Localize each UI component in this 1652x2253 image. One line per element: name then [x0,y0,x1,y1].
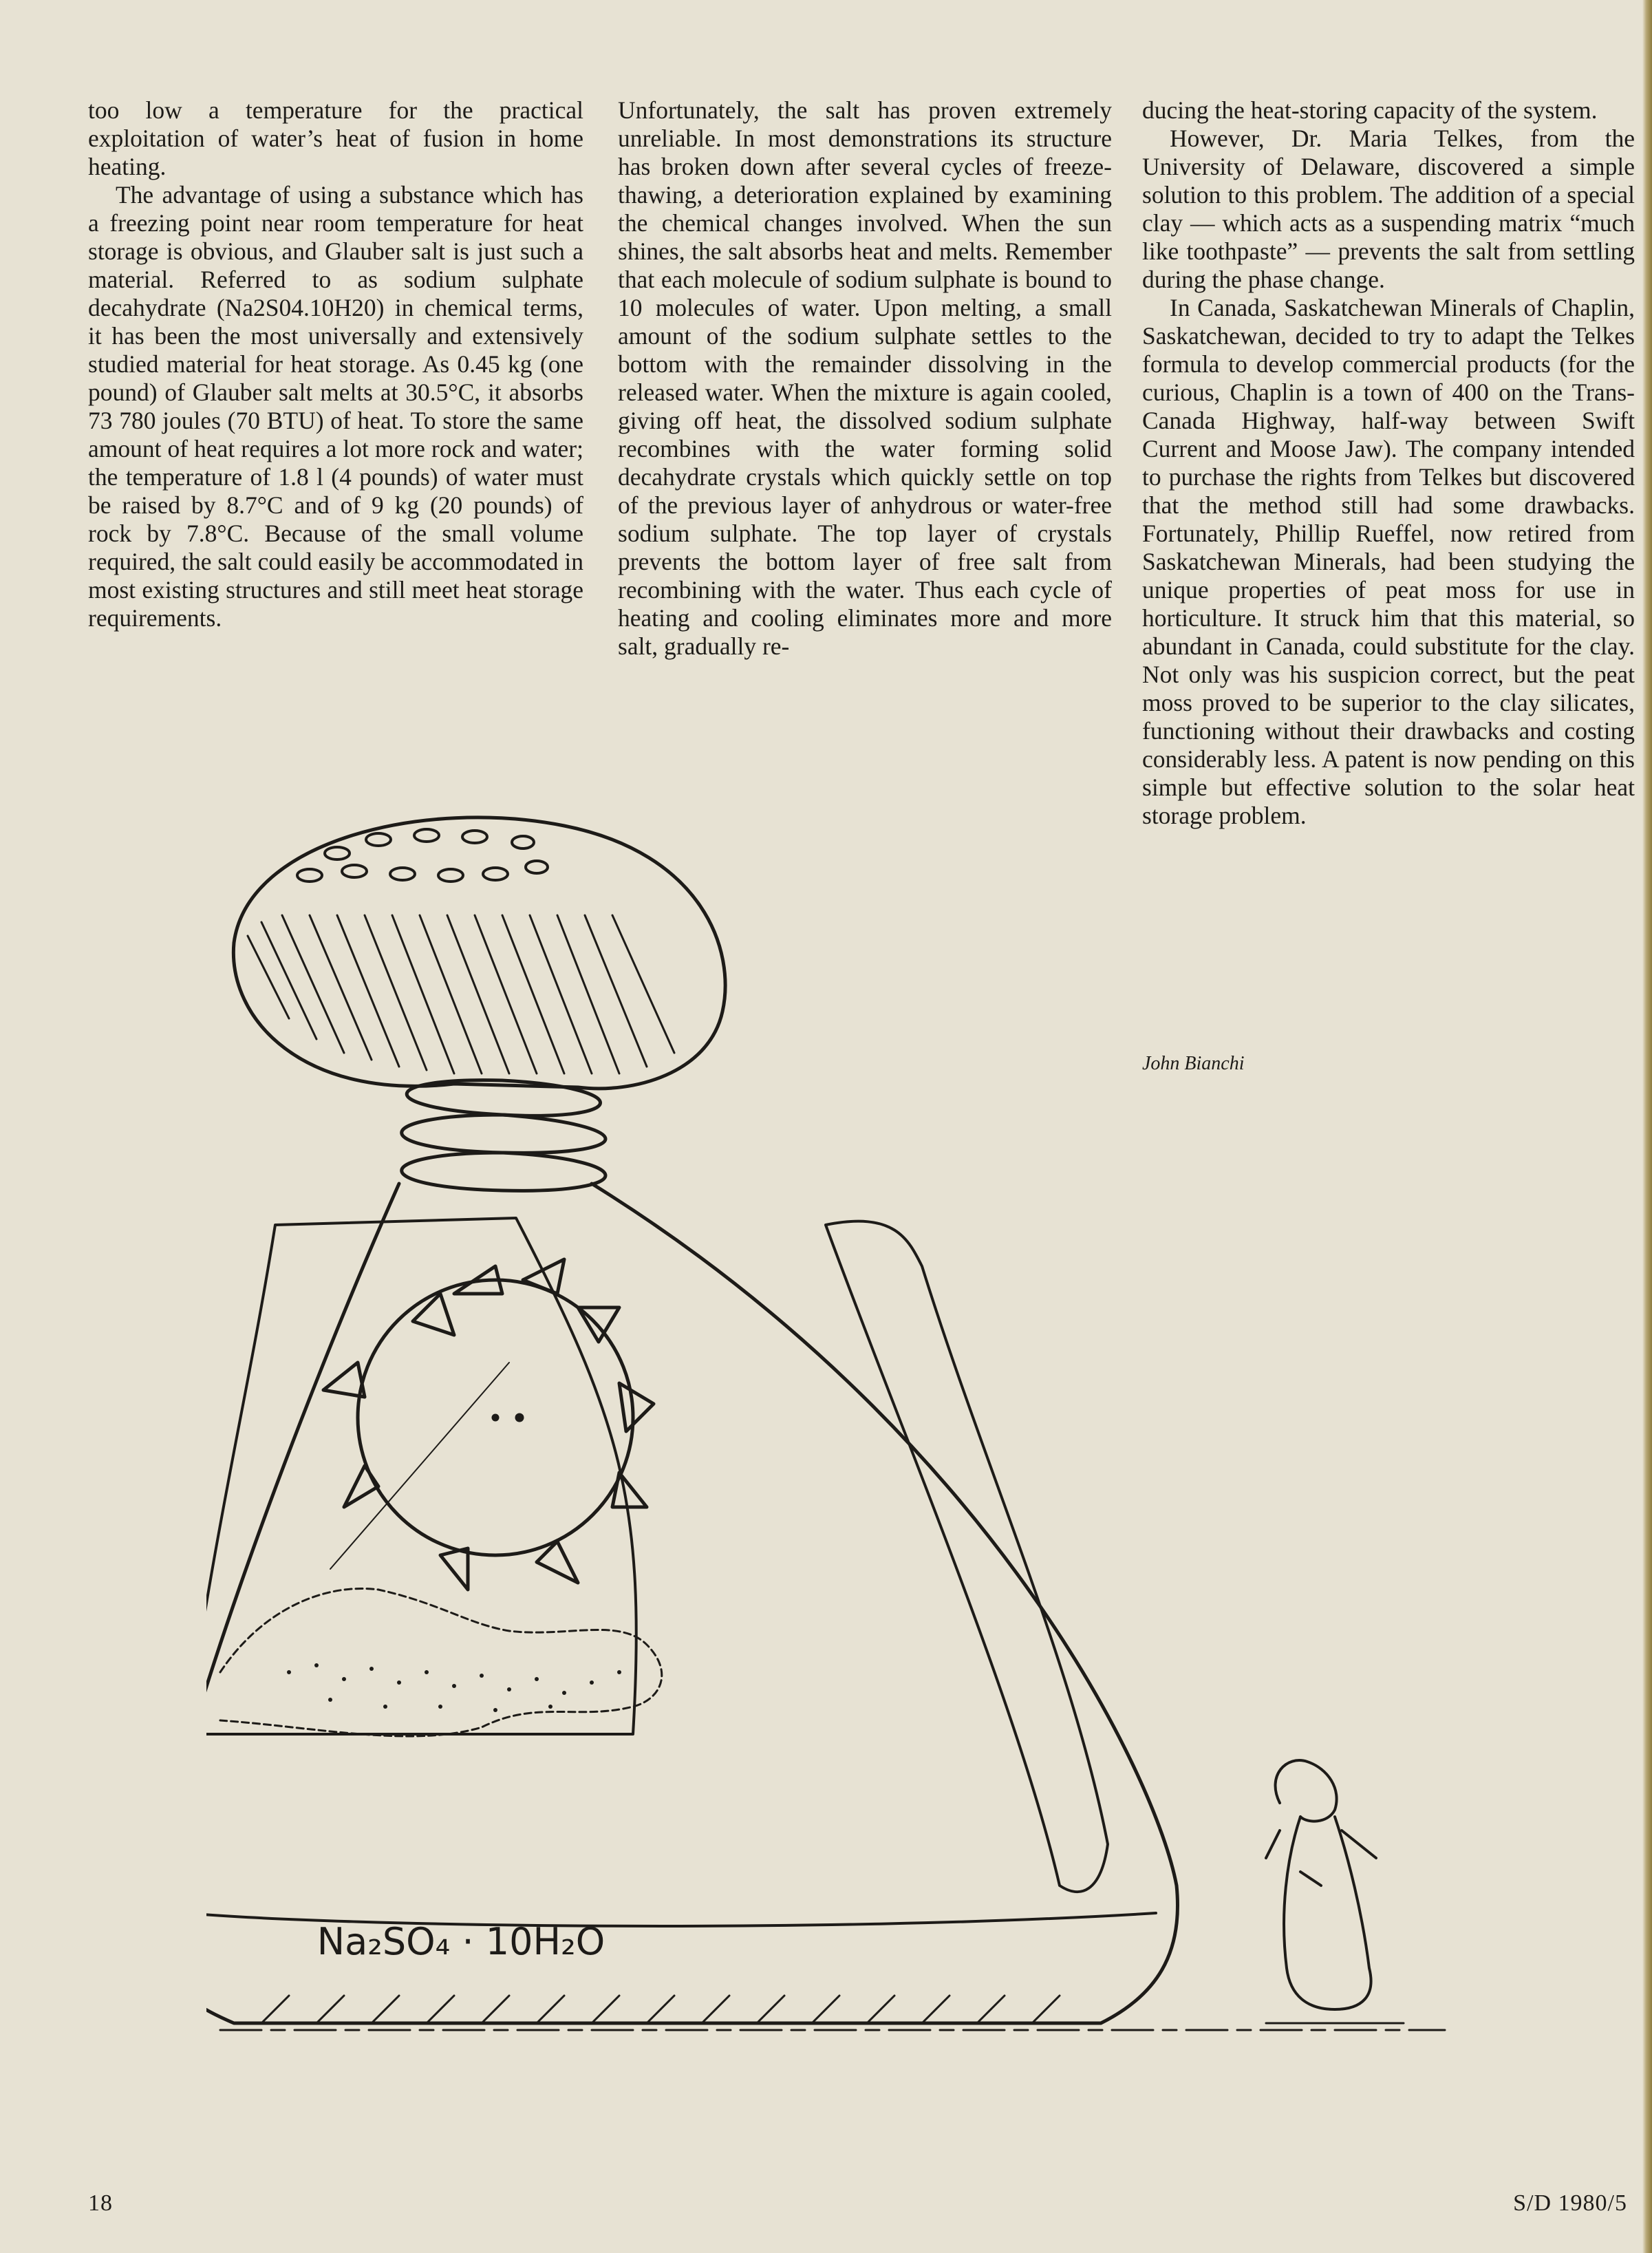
cap-hatching [248,915,674,1074]
shaker-body [206,1184,1178,2023]
article-column-2 [618,96,1112,661]
paragraph: In Canada, Saskatchewan Minerals of Chaplin, Saskatchewan, decided to try to adapt the Telkes formula to develop commercial products (for the curious, Chaplin is a town of 400 on the Trans-Canada Highway, half-way between Swift Current and Moose Jaw). The company intended to purchase the rights from Telkes but discovered that the method still had some drawbacks. Fortunately, Phillip Rueffel, now retired from Saskatchewan Minerals, had been studying the unique properties of peat moss for use in horticulture. It struck him that this material, so abundant in Canada, could substitute for the clay. Not only was his suspicion correct, but the peat moss proved to be superior to the clay silicates, functioning without their drawbacks and costing considerably less. A patent is now pending on this simple but effective solution to the solar heat storage problem. [1142,294,1635,829]
salt-pile [220,1589,662,1736]
formula-label: Na₂SO₄ · 10H₂O [317,1920,605,1963]
paragraph: The advantage of using a substance which has a freezing point near room temperature for heat storage is obvious, and Glauber salt is just such a material. Referred to as sodium sulphate decahydrate (Na2S04.10H20) in chemical terms, it has been the most universally and extensively studied material for heat storage. As 0.45 kg (one pound) of Glauber salt melts at 30.5°C, it absorbs 73 780 joules (70 BTU) of heat. To store the same amount of heat requires a lot more rock and water; the temperature of 1.8 l (4 pounds) of water must be raised by 8.7°C and of 9 kg (20 pounds) of rock by 7.8°C. Because of the small volume required, the salt could easily be accommodated in most existing structures and still meet heat storage requirements. [88,181,583,632]
base-hatching [261,1996,1060,2023]
binding-edge [1642,0,1652,2253]
sun-icon [323,1259,654,1590]
threaded-neck [402,1080,605,1191]
page-number: 18 [88,2190,113,2216]
small-figure [1266,1760,1404,2023]
article-column-3 [1142,96,1635,830]
article-column-1 [88,96,583,632]
paragraph: Unfortunately, the salt has proven extremely unreliable. In most demonstrations its structure has broken down after several cycles of freeze-thawing, a deterioration explained by examining the chemical changes involved. When the sun shines, the salt absorbs heat and melts. Remember that each molecule of sodium sulphate is bound to 10 molecules of water. Upon melting, a small amount of the sodium sulphate settles to the bottom with the remainder dissolving in the released water. When the mixture is again cooled, giving off heat, the dissolved sodium sulphate recombines with the water forming solid decahydrate crystals which quickly settle on top of the previous layer of anhydrous or water-free sodium sulphate. The top layer of crystals prevents the bottom layer of free salt from recombining with the water. Thus each cycle of heating and cooling eliminates more and more salt, gradually re- [618,96,1112,660]
author-signature: John Bianchi [1142,1053,1245,1074]
salt-grains [287,1663,621,1712]
cap-holes [297,829,548,882]
jar-highlight [826,1221,1108,1892]
shaker-cap [233,818,725,1089]
paragraph: However, Dr. Maria Telkes, from the University of Delaware, discovered a simple solution to this problem. The addition of a special clay — which acts as a suspending matrix “much like toothpaste” — prevents the salt from settling during the phase change. [1142,125,1635,293]
issue-label: S/D 1980/5 [1513,2190,1627,2216]
salt-shaker-illustration [206,812,1479,2051]
paragraph: too low a temperature for the practical exploitation of water’s heat of fusion in home heating. [88,96,583,180]
jar-label-frame [206,1218,636,1734]
paragraph: ducing the heat-storing capacity of the system. [1142,96,1598,124]
